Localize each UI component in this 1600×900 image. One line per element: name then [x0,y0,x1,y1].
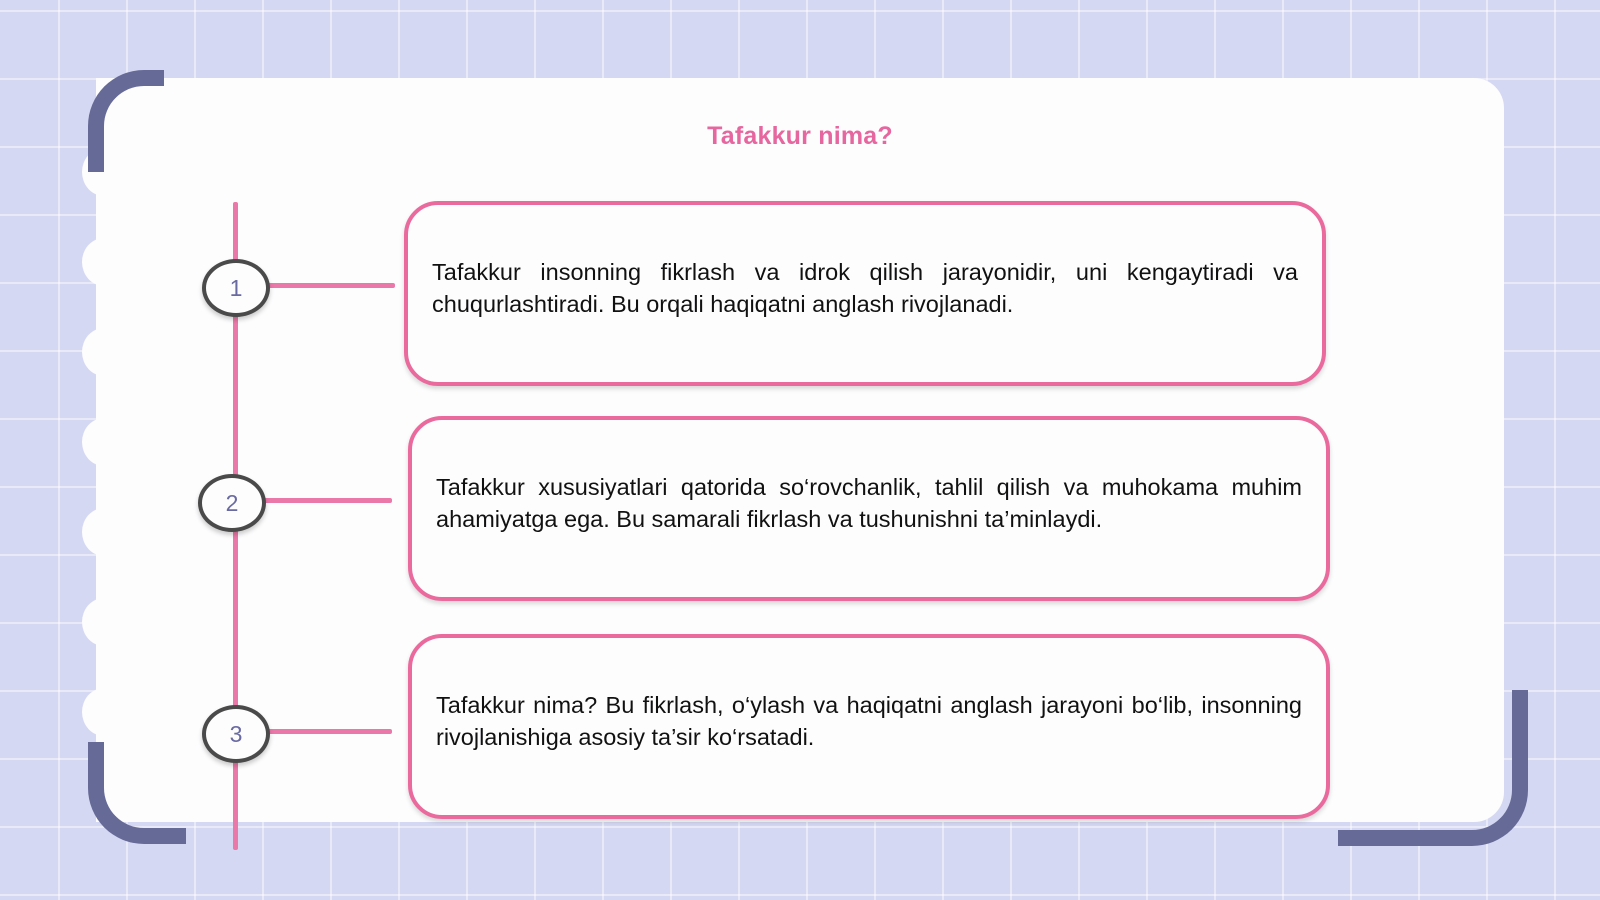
step-number-circle: 1 [202,259,270,317]
sheet-scallop [82,598,126,646]
step-card-text: Tafakkur insonning fikrlash va idrok qilish jarayonidir, uni kengaytiradi va chuqurlashtiradi. Bu orqali haqiqatni anglash rivojlanadi. [432,258,1298,317]
sheet-scallop [82,508,126,556]
step-card [404,201,1326,386]
timeline-connector [265,729,392,734]
step-card-text: Tafakkur nima? Bu fikrlash, o‘ylash va haqiqatni anglash jarayoni bo‘lib, insonning rivojlanishiga asosiy ta’sir ko‘rsatadi. [436,691,1302,750]
step-card [408,416,1330,601]
step-number-circle: 2 [198,474,266,532]
sheet-scallop [82,328,126,376]
step-number-circle: 3 [202,705,270,763]
timeline-connector [265,283,395,288]
step-card-text: Tafakkur xususiyatlari qatorida so‘rovchanlik, tahlil qilish va muhokama muhim ahamiyatga ega. Bu samarali fikrlash va tushunishni ta’minlaydi. [436,473,1302,532]
timeline-connector [262,498,392,503]
slide-title: Tafakkur nima? [707,122,893,150]
sheet-scallop [82,238,126,286]
corner-bracket-bottom-right [1338,690,1528,846]
step-card [408,634,1330,819]
sheet-scallop [82,688,126,736]
sheet-scallop [82,418,126,466]
corner-bracket-bottom-left [88,742,186,844]
